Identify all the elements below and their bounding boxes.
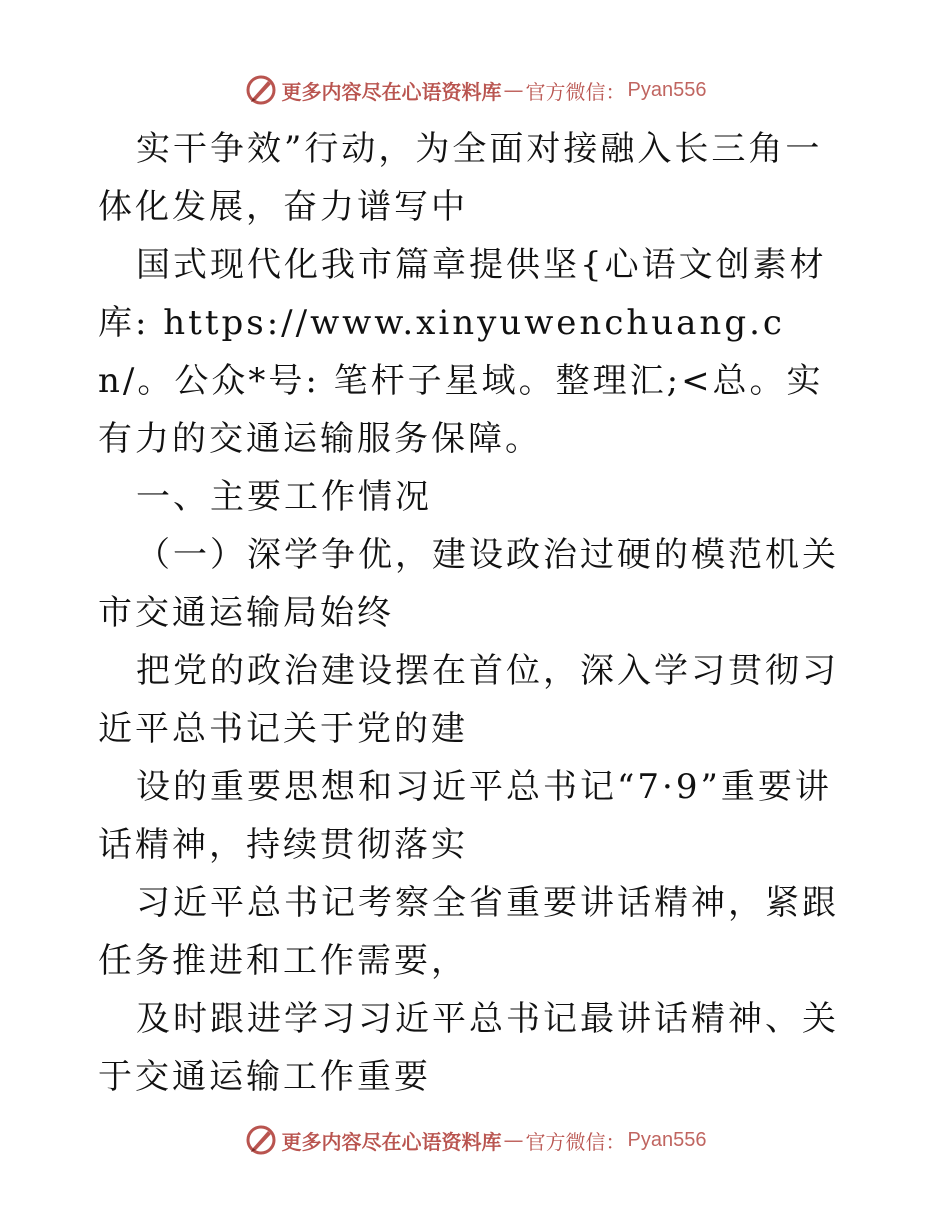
paragraph: 习近平总书记考察全省重要讲话精神，紧跟任务推进和工作需要，	[98, 883, 839, 981]
pen-logo-icon	[244, 73, 278, 107]
paragraph: 实干争效”行动，为全面对接融入长三角一体化发展，奋力谱写中	[98, 129, 823, 227]
paragraph: 设的重要思想和习近平总书记“7·9”重要讲话精神，持续贯彻落实	[98, 767, 832, 865]
banner-title: 更多内容尽在心语资料库	[281, 79, 502, 104]
paragraph: 国式现代化我市篇章提供坚{心语文创素材库: https://www.xinyuwenchuang.cn/。公众*号: 笔杆子星域。整理汇;<总。实有力的交通运输服务保障。	[98, 245, 827, 459]
paragraph: 把党的政治建设摆在首位，深入学习贯彻习近平总书记关于党的建	[98, 651, 839, 749]
banner-dash: —	[503, 78, 524, 102]
banner-subtitle: 官方微信：	[525, 79, 626, 104]
footer-watermark-banner	[0, 1120, 950, 1160]
paragraph: 及时跟进学习习近平总书记最讲话精神、关于交通运输工作重要	[98, 999, 839, 1097]
banner-dash: —	[503, 1128, 524, 1152]
banner-title: 更多内容尽在心语资料库	[281, 1129, 502, 1154]
pen-logo-icon	[244, 1123, 278, 1157]
section-heading: 一、主要工作情况	[136, 477, 432, 517]
header-watermark-banner	[0, 70, 950, 110]
banner-subtitle: 官方微信：	[525, 1129, 626, 1154]
banner-wechat-id: Pyan556	[627, 78, 707, 101]
subsection-heading: （一）深学争优，建设政治过硬的模范机关市交通运输局始终	[98, 535, 839, 633]
banner-wechat-id: Pyan556	[627, 1128, 707, 1151]
document-body	[98, 120, 854, 1106]
